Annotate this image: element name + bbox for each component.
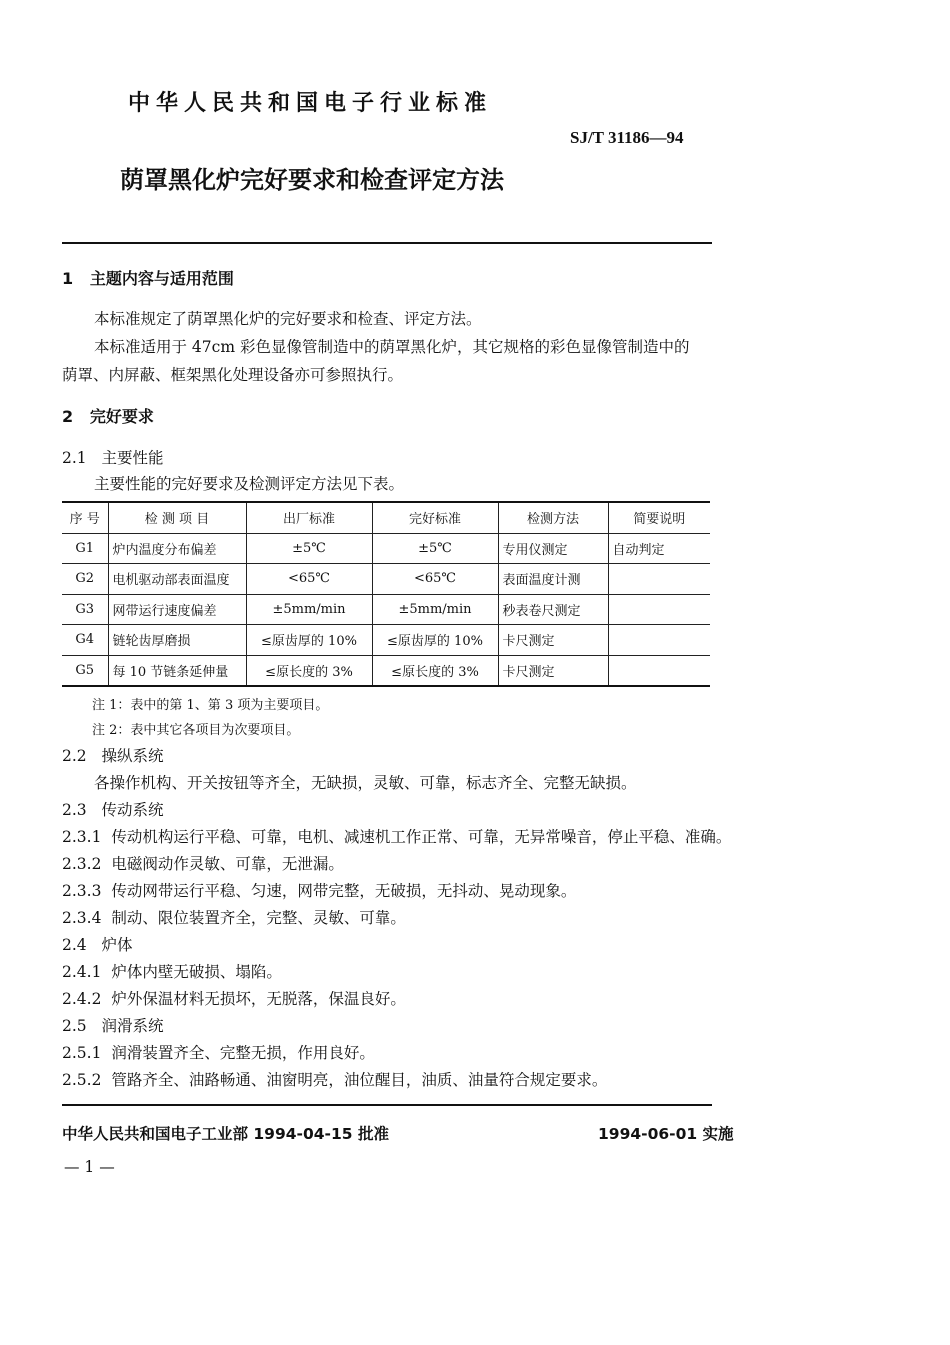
clause-number: 2.4 [62,936,87,954]
clause-number: 2.3.2 [62,855,102,873]
table-note-1: 注 1：表中的第 1、第 3 项为主要项目。 [92,698,329,713]
table-row [62,533,710,564]
section-2-title: 完好要求 [89,407,154,426]
clause-2-3 [62,798,163,820]
approval-line: 中华人民共和国电子工业部 1994-04-15 批准 [62,1125,389,1143]
table-row [62,564,710,595]
section-1-number: 1 [62,269,74,288]
clause-2-4 [62,933,132,955]
table-cell: 网带运行速度偏差 [108,594,246,625]
table-cell: 专用仪测定 [498,533,608,564]
clause-number: 2.3.3 [62,882,102,900]
clause-number: 2.4.2 [62,990,102,1008]
section-1-para-2-line-2: 荫罩、内屏蔽、框架黑化处理设备亦可参照执行。 [62,366,404,384]
clause-2-5-2 [62,1068,607,1090]
clause-number: 2.3.4 [62,909,102,927]
table-row [62,625,710,656]
clause-2-3-1 [62,825,731,847]
clause-number: 2.2 [62,747,87,765]
table-cell: 自动判定 [608,533,710,564]
table-cell: G5 [75,662,95,678]
clause-text: 炉体 [101,936,133,954]
header-cell: 出厂标准 [246,502,372,533]
clause-2-3-2 [62,852,344,874]
table-cell [608,594,710,625]
table-cell: 秒表卷尺测定 [498,594,608,625]
page-number: — 1 — [64,1158,115,1176]
implementation-date: 1994-06-01 实施 [598,1125,734,1143]
table-row [62,655,710,686]
header-rule [62,242,712,244]
table-cell: 表面温度计测 [498,564,608,595]
clause-text: 操纵系统 [101,747,164,765]
table-cell: <65℃ [372,564,498,595]
table-cell: ±5℃ [246,533,372,564]
table-cell: ≤原长度的 3% [246,655,372,686]
table-cell: G2 [75,571,95,587]
table-cell: 卡尺测定 [498,625,608,656]
clause-text: 炉外保温材料无损坏，无脱落，保温良好。 [111,990,406,1008]
subsection-2-1 [62,446,163,468]
clause-text: 传动网带运行平稳、匀速，网带完整，无破损，无抖动、晃动现象。 [111,882,577,900]
footer-rule [62,1104,712,1106]
clause-text: 管路齐全、油路畅通、油窗明亮，油位醒目，油质、油量符合规定要求。 [111,1071,608,1089]
table-cell: ±5mm/min [246,594,372,625]
standard-organization: 中华人民共和国电子行业标准 [128,91,493,116]
header-cell: 序 号 [69,512,100,528]
table-cell: ≤原齿厚的 10% [372,625,498,656]
clause-2-3-4 [62,906,406,928]
clause-text: 炉体内壁无破损、塌陷。 [111,963,282,981]
header-cell: 完好标准 [372,502,498,533]
subsection-2-1-number: 2.1 [62,449,87,467]
document-title: 荫罩黑化炉完好要求和检查评定方法 [120,166,504,194]
table-cell: G4 [75,632,95,648]
section-2-heading [62,404,154,427]
section-1-para-1: 本标准规定了荫罩黑化炉的完好要求和检查、评定方法。 [94,310,482,328]
clause-number: 2.3 [62,801,87,819]
table-cell [608,625,710,656]
subsection-2-1-title: 主要性能 [101,449,164,467]
table-cell: ±5mm/min [372,594,498,625]
section-1-title: 主题内容与适用范围 [89,269,234,288]
clause-number: 2.3.1 [62,828,102,846]
table-cell [608,655,710,686]
clause-2-5-1 [62,1041,375,1063]
table-cell: G3 [75,601,95,617]
clause-2-2-text: 各操作机构、开关按钮等齐全，无缺损，灵敏、可靠，标志齐全、完整无缺损。 [94,774,637,792]
section-1-para-2-line-1: 本标准适用于 47cm 彩色显像管制造中的荫罩黑化炉，其它规格的彩色显像管制造中的 [94,338,690,356]
clause-2-4-1 [62,960,282,982]
table-row [62,594,710,625]
table-cell: 炉内温度分布偏差 [108,533,246,564]
table-intro: 主要性能的完好要求及检测评定方法见下表。 [94,475,405,493]
table-cell: 每 10 节链条延伸量 [108,655,246,686]
clause-number: 2.5.1 [62,1044,102,1062]
table-cell: ±5℃ [372,533,498,564]
clause-2-3-3 [62,879,576,901]
clause-2-2 [62,744,163,766]
clause-number: 2.5 [62,1017,87,1035]
clause-2-4-2 [62,987,406,1009]
header-cell: 检测方法 [498,502,608,533]
section-2-number: 2 [62,407,74,426]
table-cell: ≤原齿厚的 10% [246,625,372,656]
table-cell: 电机驱动部表面温度 [108,564,246,595]
table-cell: 卡尺测定 [498,655,608,686]
clause-number: 2.5.2 [62,1071,102,1089]
table-cell: <65℃ [246,564,372,595]
clause-text: 传动系统 [101,801,164,819]
clause-text: 制动、限位装置齐全，完整、灵敏、可靠。 [111,909,406,927]
header-cell: 简要说明 [608,502,710,533]
table-header-row [62,502,710,533]
clause-text: 电磁阀动作灵敏、可靠，无泄漏。 [111,855,344,873]
clause-text: 传动机构运行平稳、可靠，电机、减速机工作正常、可靠，无异常噪音，停止平稳、准确。 [111,828,732,846]
section-1-heading [62,266,234,289]
header-cell: 检 测 项 目 [108,502,246,533]
standard-code: SJ/T 31186—94 [570,128,684,147]
clause-number: 2.4.1 [62,963,102,981]
table-note-2: 注 2：表中其它各项目为次要项目。 [92,723,300,738]
table-cell: G1 [75,540,95,556]
clause-text: 润滑系统 [101,1017,164,1035]
performance-table [62,501,710,687]
table-cell: 链轮齿厚磨损 [108,625,246,656]
table-cell [608,564,710,595]
clause-text: 润滑装置齐全、完整无损，作用良好。 [111,1044,375,1062]
table-cell: ≤原长度的 3% [372,655,498,686]
clause-2-5 [62,1014,163,1036]
